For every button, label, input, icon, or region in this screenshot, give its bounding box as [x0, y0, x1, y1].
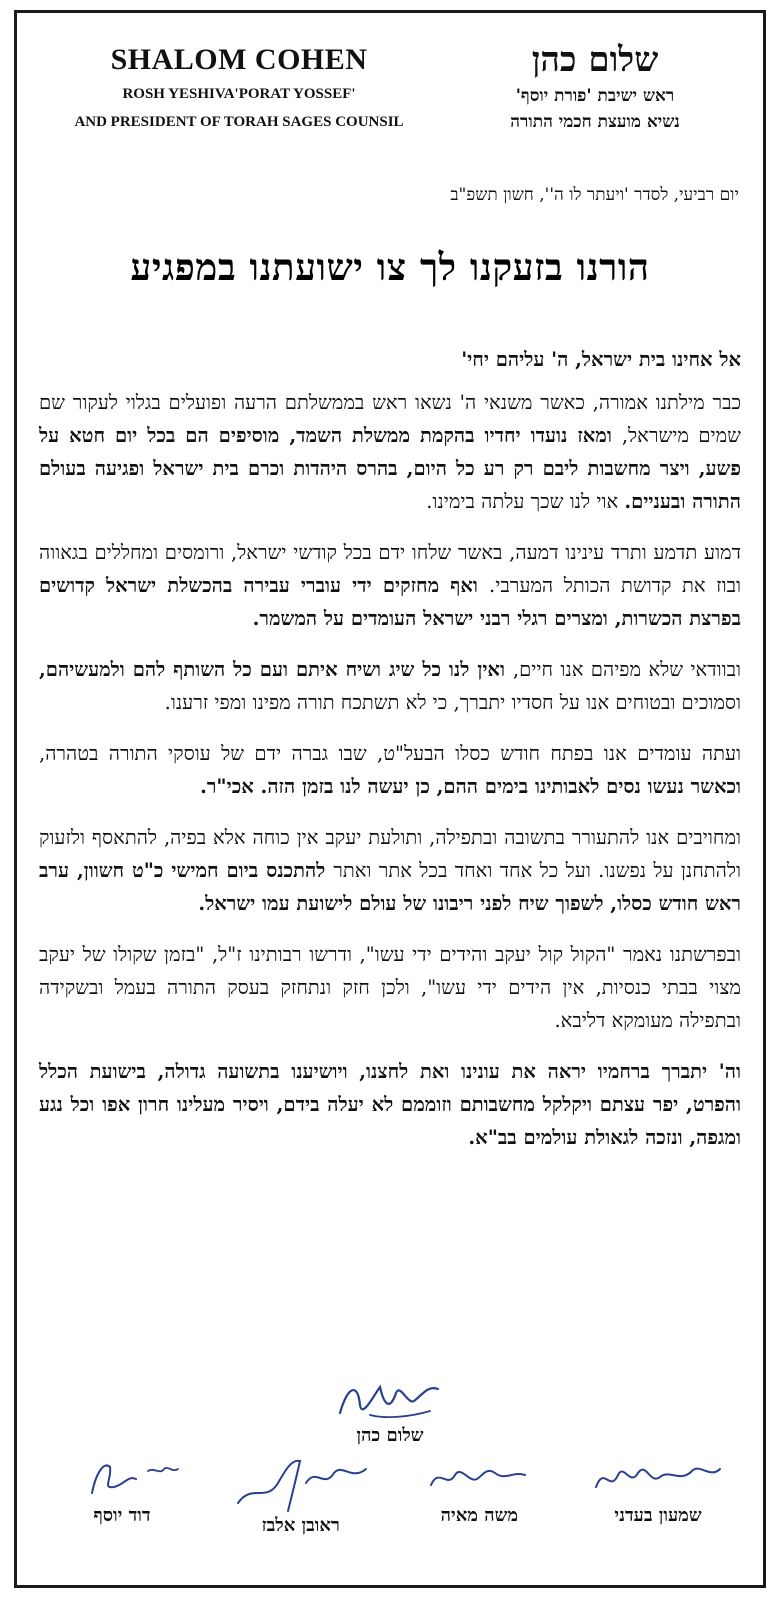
- paragraph-text: ומחויבים אנו להתעורר בתשובה ובתפילה, ותולעת יעקב אין כוחה אלא בפיה, להתאסף ולזעוק ולהתחנן על נפשנו. ועל כל אחד ואחד בכל אתר ואתר: [39, 826, 741, 882]
- main-signature-name: שלום כהן: [356, 1425, 424, 1446]
- hebrew-title-line-2: נשיא מועצת חכמי התורה: [510, 112, 680, 132]
- signature-block: [573, 1453, 743, 1573]
- paragraph-text: כבר מילתנו אמורה, כאשר משנאי ה' נשאו ראש בממשלתם הרעה ופועלים בגלוי לעקור שם שמים מישראל,: [39, 391, 741, 447]
- paragraph-bold-text: וכאשר נעשו נסים לאבותינו בימים ההם, כן יעשה לנו בזמן הזה. אכי"ר.: [200, 775, 741, 798]
- paragraph-text: דמוע תדמע ותרד עינינו דמעה, באשר שלחו ידם בכל קודשי ישראל, ורומסים ומחללים בגאווה ובוז את קדושת הכותל המערבי.: [39, 541, 742, 597]
- paragraph: [39, 737, 741, 803]
- paragraph: [39, 1055, 741, 1154]
- english-title-line-1: ROSH YESHIVA'PORAT YOSSEF': [122, 86, 356, 102]
- paragraph-bold-text: וה' יתברך ברחמיו יראה את עונינו ואת לחצנו, ויושיענו בתשועה גדולה, בישועת הכלל והפרט, יפר עצתם ויקלקל מחשבותם וזוממם לא יעלה בידם, ויסיר מעלינו חרון אפו וכל נגע ומגפה, ונזכה לגאולת עולמים בב"א.: [39, 1060, 741, 1149]
- paragraph-bold-text: ואין לנו כל שיג ושיח איתם ועם כל השותף להם ולמעשיהם,: [39, 658, 513, 681]
- paragraph-text: ובפרשתנו נאמר "הקול קול יעקב והידים ידי עשו", ודרשו רבותינו ז"ל, "בזמן שקולו של יעקב מצוי בבתי כנסיות, אין הידים ידי עשו", ולכן חזק ונתחזק בעסק התורה בעמל ובשקידה ובתפילה מעומקא דליבא.: [39, 943, 741, 1032]
- paragraph: [39, 653, 741, 719]
- paragraph-bold-text: ומאז נועדו יחדיו בהקמת ממשלת השמד, מוסיפים הם בכל יום חטא על פשע, ויצר מחשבות ליבם רק רע כל היום, בהרס היהדות וכרם בית ישראל ופגיעה בעולם התורה ובעניים.: [39, 424, 741, 513]
- handwritten-signature-scribble: [52, 1453, 192, 1505]
- handwritten-signature-scribble: [330, 1375, 450, 1425]
- signature-name: משה מאיה: [440, 1505, 519, 1526]
- english-name: SHALOM COHEN: [110, 43, 368, 76]
- hebrew-title-line-1: ראש ישיבת 'פורת יוסף': [515, 86, 675, 106]
- paragraph: [39, 386, 741, 518]
- signature-name: שמעון בעדני: [614, 1505, 702, 1526]
- main-signature-block: [17, 1375, 763, 1446]
- signature-block: [216, 1453, 386, 1573]
- hebrew-name: שלום כהן: [531, 40, 659, 80]
- paragraph-bold-text: ואף מחזקים ידי עוברי עבירה בהכשלת ישראל קדושים בפרצת הכשרות, ומצרים רגלי רבני ישראל העומדים על המשמר.: [39, 574, 741, 630]
- signature-name: דוד יוסף: [93, 1505, 151, 1526]
- letter-body: [39, 343, 741, 1172]
- paragraph-text: ועתה עומדים אנו בפתח חודש כסלו הבעל"ט, שבו גברה ידם של עוסקי התורה בטהרה,: [39, 742, 741, 765]
- english-letterhead: [29, 43, 449, 133]
- paragraph: [39, 536, 741, 635]
- paragraph: [39, 938, 741, 1037]
- date-line: יום רביעי, לסדר 'ויעתר לו ה'', חשון תשפ"ב: [450, 185, 739, 205]
- signature-name: ראובן אלבז: [261, 1515, 340, 1536]
- signature-block: [394, 1453, 564, 1573]
- english-title-line-2: AND PRESIDENT OF TORAH SAGES COUNSIL: [74, 114, 404, 130]
- paragraph: [39, 821, 741, 920]
- letter-page: [14, 10, 766, 1588]
- greeting: אל אחינו בית ישראל, ה' עליהם יחי': [461, 348, 741, 371]
- co-signatures-row: [37, 1453, 743, 1573]
- handwritten-signature-scribble: [409, 1453, 549, 1505]
- signature-block: [37, 1453, 207, 1573]
- letter-title: הורנו בזעקנו לך צו ישועתנו במפגיע: [130, 245, 650, 289]
- handwritten-signature-scribble: [588, 1453, 728, 1505]
- paragraph-text: וסמוכים ובטוחים אנו על חסדיו יתברך, כי לא תשתכח תורה מפינו ומפי זרענו.: [164, 691, 741, 714]
- paragraph-bold-text: להתכנס ביום חמישי כ"ט חשוון, ערב ראש חודש כסלו, לשפוך שיח לפני ריבונו של עולם לישועת עמו ישראל.: [39, 859, 741, 915]
- paragraph-text: ובוודאי שלא מפיהם אנו חיים,: [512, 658, 742, 681]
- hebrew-letterhead: [445, 37, 745, 135]
- handwritten-signature-scribble: [226, 1453, 376, 1515]
- paragraph-text: אוי לנו שכך עלתה בימינו.: [426, 490, 625, 513]
